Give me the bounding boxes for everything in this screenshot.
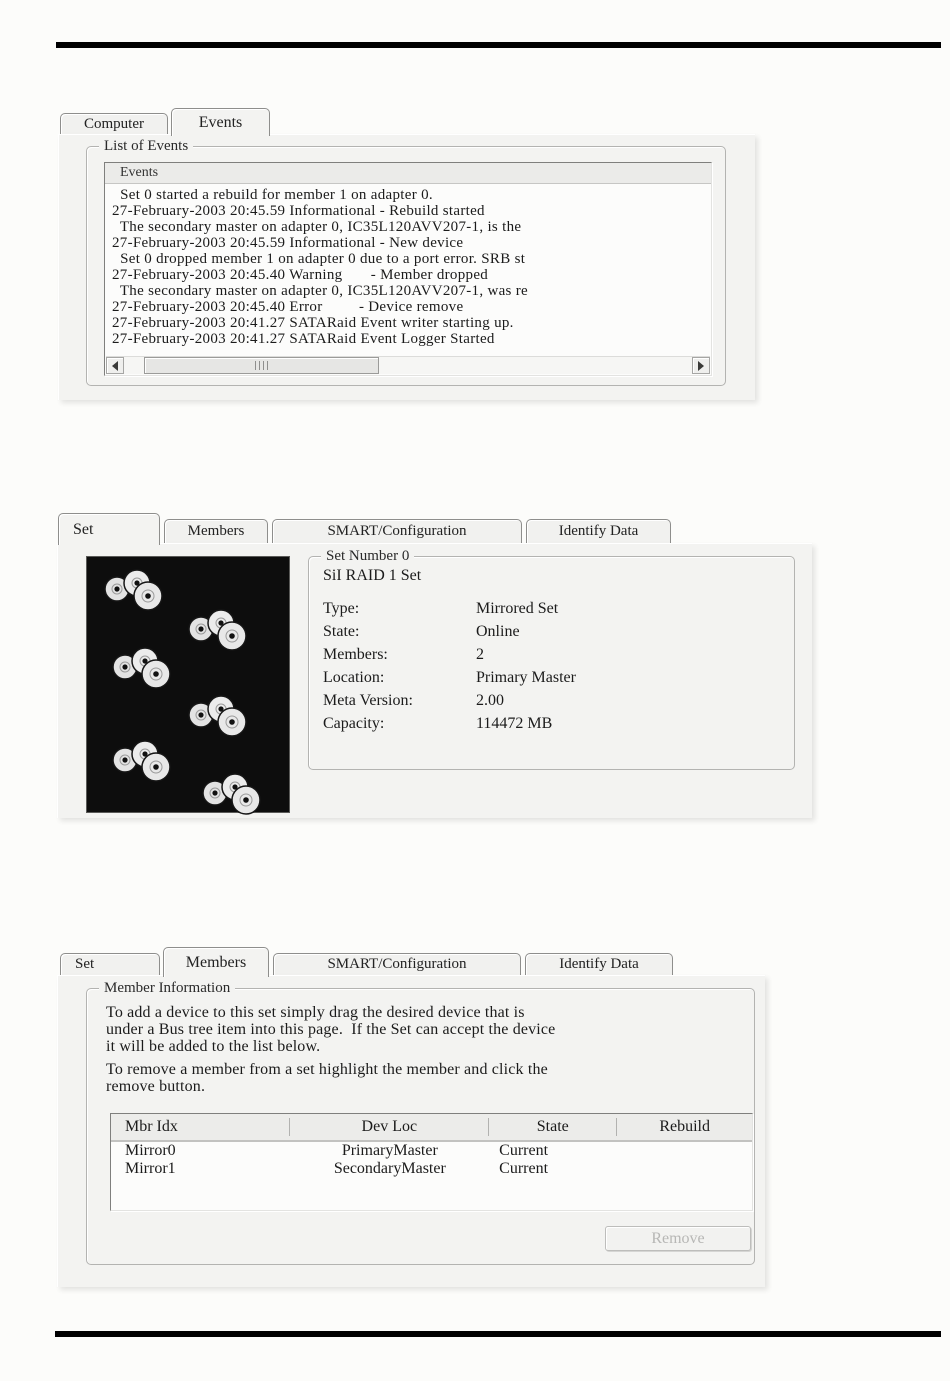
bottom-horizontal-rule	[55, 1331, 941, 1337]
cell-rebuild	[617, 1160, 752, 1178]
instruction-line: To add a device to this set simply drag the desired device that is	[106, 1004, 525, 1021]
tab-members-label: Members	[187, 523, 245, 539]
instruction-line: under a Bus tree item into this page. If the Set can accept the device	[106, 1021, 556, 1038]
field-label: Location:	[323, 668, 385, 686]
table-row[interactable]	[111, 1142, 752, 1160]
tab-members-2-label: Members	[185, 953, 247, 971]
field-value: 2.00	[476, 691, 504, 709]
tab-identify-data-2[interactable]	[525, 953, 673, 975]
event-row[interactable]: The secondary master on adapter 0, IC35L120AVV207-1, was re	[112, 283, 528, 299]
events-list	[105, 184, 711, 347]
instruction-line: it will be added to the list below.	[106, 1038, 321, 1055]
field-value: 2	[476, 645, 484, 663]
table-row[interactable]	[111, 1160, 752, 1178]
instruction-line: remove button.	[106, 1078, 206, 1095]
event-row[interactable]: 27-February-2003 20:45.59 Informational - New device	[112, 235, 464, 251]
tab-computer[interactable]	[60, 113, 168, 135]
event-row[interactable]: 27-February-2003 20:41.27 SATARaid Event Logger Started	[112, 331, 495, 347]
members-panel	[57, 975, 765, 1287]
set-number-groupbox	[308, 548, 795, 770]
tab-smart-configuration-2[interactable]	[273, 953, 521, 975]
tab-members[interactable]	[164, 519, 268, 543]
tab-identify-data[interactable]	[526, 519, 671, 543]
event-row[interactable]: 27-February-2003 20:41.27 SATARaid Event writer starting up.	[112, 315, 514, 331]
column-header-state[interactable]: State	[489, 1118, 617, 1136]
set-name: SiI RAID 1 Set	[323, 567, 422, 584]
tab-set-2-label: Set	[75, 956, 95, 972]
tab-identify-data-label: Identify Data	[558, 523, 639, 539]
cell-state: Current	[499, 1160, 549, 1177]
member-information-title: Member Information	[99, 979, 235, 997]
disk-stack-icon	[199, 771, 269, 817]
remove-button-label: Remove	[651, 1229, 705, 1247]
field-value: 114472 MB	[476, 714, 553, 732]
members-table-header	[111, 1114, 752, 1142]
field-label: Capacity:	[323, 714, 385, 732]
remove-button[interactable]	[605, 1226, 751, 1251]
list-of-events-groupbox	[86, 138, 726, 386]
events-listbox	[104, 162, 712, 376]
field-value: Online	[476, 622, 520, 640]
member-information-groupbox	[86, 980, 755, 1265]
field-label: State:	[323, 622, 360, 640]
disk-stack-graphic	[86, 556, 290, 813]
field-label: Members:	[323, 645, 388, 663]
scrollbar-thumb[interactable]	[144, 357, 379, 374]
cell-dev-loc: SecondaryMaster	[333, 1160, 446, 1177]
tab-events[interactable]	[171, 108, 270, 136]
scrollbar-track[interactable]	[124, 357, 692, 374]
events-list-header	[105, 163, 711, 184]
field-label: Type:	[323, 599, 360, 617]
horizontal-scrollbar[interactable]	[106, 356, 710, 374]
tab-smart-configuration[interactable]	[272, 519, 522, 543]
column-header-mbr-idx[interactable]: Mbr Idx	[111, 1118, 290, 1136]
top-horizontal-rule	[56, 42, 941, 48]
tab-smart-configuration-2-label: SMART/Configuration	[327, 956, 467, 972]
tab-events-label: Events	[198, 113, 243, 131]
cell-mbr-idx: Mirror1	[125, 1160, 176, 1177]
event-row[interactable]: 27-February-2003 20:45.59 Informational - Rebuild started	[112, 203, 485, 219]
event-row[interactable]: 27-February-2003 20:45.40 Warning - Member dropped	[112, 267, 489, 283]
field-value: Mirrored Set	[476, 599, 559, 617]
disk-stack-icon	[109, 645, 179, 691]
instruction-line: To remove a member from a set highlight the member and click the	[106, 1061, 548, 1078]
remove-member-instructions	[106, 1061, 548, 1095]
set-properties	[323, 597, 784, 735]
tab-members-2[interactable]	[163, 947, 269, 977]
events-column-label: Events	[120, 165, 159, 180]
tab-set[interactable]	[58, 513, 160, 545]
cell-rebuild	[617, 1142, 752, 1160]
field-label: Meta Version:	[323, 691, 413, 709]
events-panel	[58, 134, 755, 400]
event-row[interactable]: 27-February-2003 20:45.40 Error - Device remove	[112, 299, 464, 315]
set-panel	[57, 543, 812, 818]
column-header-rebuild[interactable]: Rebuild	[659, 1118, 710, 1135]
field-value: Primary Master	[476, 668, 576, 686]
event-row[interactable]: Set 0 dropped member 1 on adapter 0 due to a port error. SRB st	[112, 251, 526, 267]
cell-dev-loc: PrimaryMaster	[341, 1142, 438, 1159]
set-number-title: Set Number 0	[321, 547, 414, 565]
cell-state: Current	[499, 1142, 549, 1159]
disk-stack-icon	[109, 738, 179, 784]
column-header-dev-loc[interactable]: Dev Loc	[290, 1118, 489, 1136]
left-arrow-icon	[107, 361, 118, 371]
event-row[interactable]: The secondary master on adapter 0, IC35L120AVV207-1, is the	[112, 219, 526, 235]
right-arrow-icon	[698, 361, 709, 371]
tab-computer-label: Computer	[84, 116, 144, 132]
tab-set-2[interactable]	[60, 953, 160, 975]
disk-stack-icon	[185, 607, 255, 653]
list-of-events-title: List of Events	[99, 137, 193, 155]
scroll-right-button[interactable]	[692, 357, 710, 374]
disk-stack-icon	[101, 567, 171, 613]
tab-smart-configuration-label: SMART/Configuration	[327, 523, 467, 539]
event-row[interactable]: Set 0 started a rebuild for member 1 on adapter 0.	[112, 187, 433, 203]
add-device-instructions	[106, 1004, 555, 1055]
cell-mbr-idx: Mirror0	[125, 1142, 176, 1159]
tab-set-label: Set	[73, 520, 94, 538]
scroll-left-button[interactable]	[106, 357, 124, 374]
disk-stack-icon	[185, 693, 255, 739]
members-table	[110, 1113, 753, 1211]
thumb-grip-icon	[255, 361, 268, 370]
tab-identify-data-2-label: Identify Data	[559, 956, 639, 972]
